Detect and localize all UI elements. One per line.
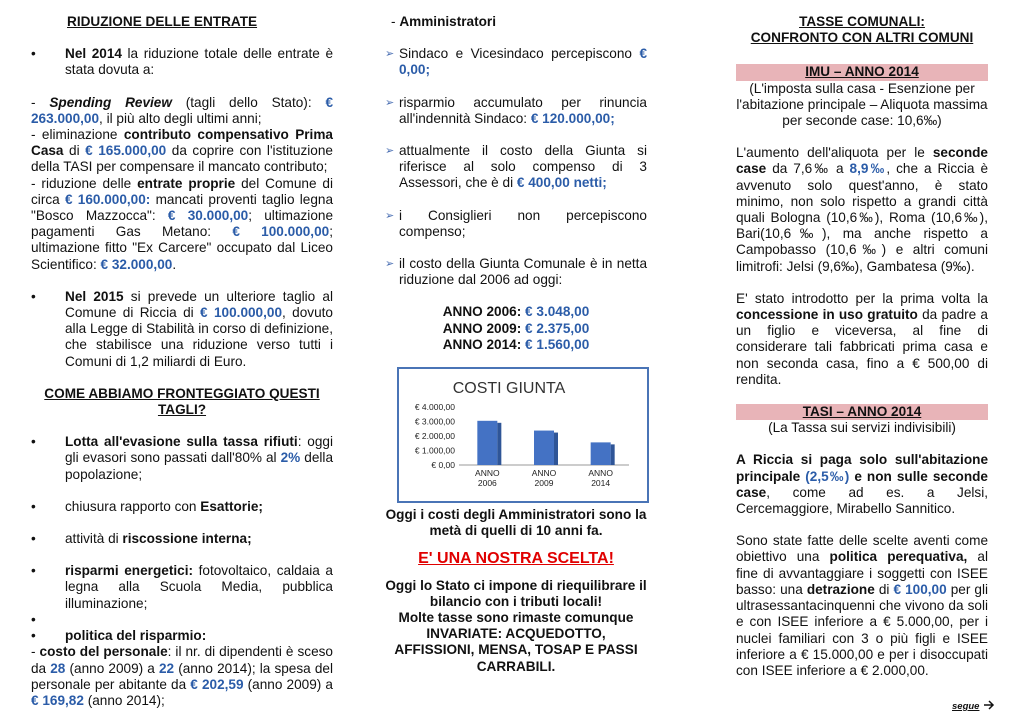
bar-anno-2009 [534,431,554,465]
bullet-2014: • Nel 2014 la riduzione totale delle entrate è stata dovuta a: [31,46,333,78]
y-tick-label: € 0,00 [431,460,455,471]
spending-review-paragraph: - Spending Review (tagli dello Stato): € 263.000,00, il più alto degli ultimi anni; [31,94,333,126]
imu-paragraph: L'aumento dell'aliquota per le seconde case da 7,6‰ a 8,9‰, che a Riccia è avvenuto solo quest'anno, è stato minimo, non solo rispetto a grandi città quali Bologna (10,6‰), Roma (10,6‰), Bari(10,6‰), ma anche rispetto a Campobasso (10,6‰) e altri comuni limitrofi: Jelsi (9,6‰), Gambatesa (9‰). [736,145,989,274]
isee-paragraph: Sono state fatte delle scelte aventi come obiettivo una politica perequativa, al fine di avvantaggiare i soggetti con ISEE basso: una detrazione di € 100,00 per gli ultrasessantacinquenni che vivono da soli e con ISEE inferiore a € 5.000,00, per i nuclei familiari con 3 o più figli e ISEE inferiore a € 15.000,00 e per i disoccupati con ISEE inferiore a € 2.000,00. [736,533,988,678]
y-tick-label: € 4.000,00 [414,402,455,413]
closing-tasse: Molte tasse sono rimaste comunque INVARIATE: ACQUEDOTTO, AFFISSIONI, MENSA, TOSAP E PASSI CARRABILI. [394,610,638,674]
section-title-amministratori: - Amministratori [391,14,496,29]
y-tick-label: € 2.000,00 [414,431,455,442]
segue-link[interactable]: segue [952,697,995,715]
x-tick-label: ANNO [531,468,557,479]
bar-side [611,444,615,465]
arrow-icon: ➢ [385,48,395,61]
column-tasse [736,14,988,679]
bar-side [554,433,558,465]
y-tick-label: € 3.000,00 [414,416,455,427]
imu-band: IMU – ANNO 2014 [736,64,988,80]
bullet-esattorie: • chiusura rapporto con Esattorie; [31,498,263,514]
bullet-riscossione: • attività di riscossione interna; [31,531,252,547]
item-riduzione-giunta: ➢ il costo della Giunta Comunale è in netta riduzione dal 2006 ad oggi: [385,256,647,288]
bar-anno-2006 [477,421,497,465]
section-title-tasse: TASSE COMUNALI: [799,14,925,29]
x-tick-label: 2014 [591,478,611,489]
closing-stato: Oggi lo Stato ci impone di riequilibrare il bilancio con i tributi locali! [385,577,647,609]
year-cost-2009: ANNO 2009: € 2.375,00 [442,320,590,336]
item-consiglieri: ➢ i Consiglieri non percepiscono compenso; [385,207,647,239]
item-sindaco: ➢ Sindaco e Vicesindaco percepiscono € 0,00; [385,46,647,78]
bullet-empty: • [31,611,36,627]
tasi-band: TASI – ANNO 2014 [736,404,988,420]
x-tick-label: 2006 [477,478,497,489]
chart-canvas [399,369,647,501]
scelta-heading: E' UNA NOSTRA SCELTA! [418,550,614,568]
concessione-paragraph: E' stato introdotto per la prima volta la concessione in uso gratuito da padre a un figlio e viceversa, al fine di considerare tali fabbricati prima casa e non seconda casa, fino a € 500,00 di rendita. [736,290,988,387]
column-entrate [31,14,333,709]
bullet-politica-risparmio: • politica del risparmio: [31,628,207,644]
costi-giunta-chart [397,367,649,503]
arrow-icon: ➢ [385,209,395,222]
chart-title: COSTI GIUNTA [452,380,566,398]
bullet-evasione: • Lotta all'evasione sulla tassa rifiuti: oggi gli evasori sono passati dall'80% al 2% della popolazione; [31,434,333,482]
item-costo-giunta: ➢ attualmente il costo della Giunta si riferisce al solo compenso di 3 Assessori, che è di € 400,00 netti; [385,143,647,191]
year-cost-2006: ANNO 2006: € 3.048,00 [442,304,590,320]
item-risparmio: ➢ risparmio accumulato per rinuncia all'indennità Sindaco: € 120.000,00; [385,94,647,126]
x-tick-label: ANNO [475,468,500,479]
personale-paragraph: - costo del personale: il nr. di dipendenti è sceso da 28 (anno 2009) a 22 (anno 2014); la spesa del personale per abitante da € 202,59 (anno 2009) a € 169,82 (anno 2014); [31,644,333,708]
tasi-subtitle: (La Tassa sui servizi indivisibili) [768,420,956,436]
arrow-icon: ➢ [385,258,395,271]
x-tick-label: ANNO [588,468,613,479]
cost-note: Oggi i costi degli Amministratori sono la metà di quelli di 10 anni fa. [385,507,647,539]
bar-side [497,423,501,465]
arrow-icon: ➢ [385,145,395,158]
bullet-2015: • Nel 2015 si prevede un ulteriore taglio al Comune di Riccia di € 100.000,00, dovuto alla Legge di Stabilità in corso di definizione, che stabilisce una riduzione verso tutti i Comuni di 1,2 miliardi di Euro. [31,288,333,369]
arrow-icon: ➢ [385,96,395,109]
section-title-riduzione: RIDUZIONE DELLE ENTRATE [67,14,258,29]
arrow-right-icon [983,700,995,710]
section-title-confronto: CONFRONTO CON ALTRI COMUNI [750,30,974,46]
contributo-compensativo-paragraph: - eliminazione contributo compensativo Prima Casa di € 165.000,00 da coprire con l'istituzione della TASI per compensare il mancato contributo; [31,127,333,175]
bullet-energetici: • risparmi energetici: fotovoltaico, caldaia a legna alla Scuola Media, pubblica illuminazione; [31,563,333,611]
year-cost-2014: ANNO 2014: € 1.560,00 [442,336,590,352]
y-tick-label: € 1.000,00 [414,445,455,456]
imu-subtitle: (L'imposta sulla casa - Esenzione per l'abitazione principale – Aliquota massima per seconde case: 10,6‰) [736,80,988,129]
section-title-fronteggiato: COME ABBIAMO FRONTEGGIATO QUESTI TAGLI? [44,385,320,418]
bar-anno-2014 [591,442,611,465]
entrate-proprie-paragraph: - riduzione delle entrate proprie del Comune di circa € 160.000,00: mancati proventi taglio legna "Bosco Mazzocca": € 30.000,00; ultimazione pagamenti Gas Metano: € 100.000,00; ultimazione fitto "Ex Carcere" occupato dal Liceo Scientifico: € 32.000,00. [31,175,334,272]
tasi-paragraph: A Riccia si paga solo sull'abitazione principale (2,5‰) e non sulle seconde case, come ad es. a Jelsi, Cercemaggiore, Mirabello Sannitico. [736,452,988,517]
x-tick-label: 2009 [534,478,554,489]
column-amministratori [385,14,647,675]
